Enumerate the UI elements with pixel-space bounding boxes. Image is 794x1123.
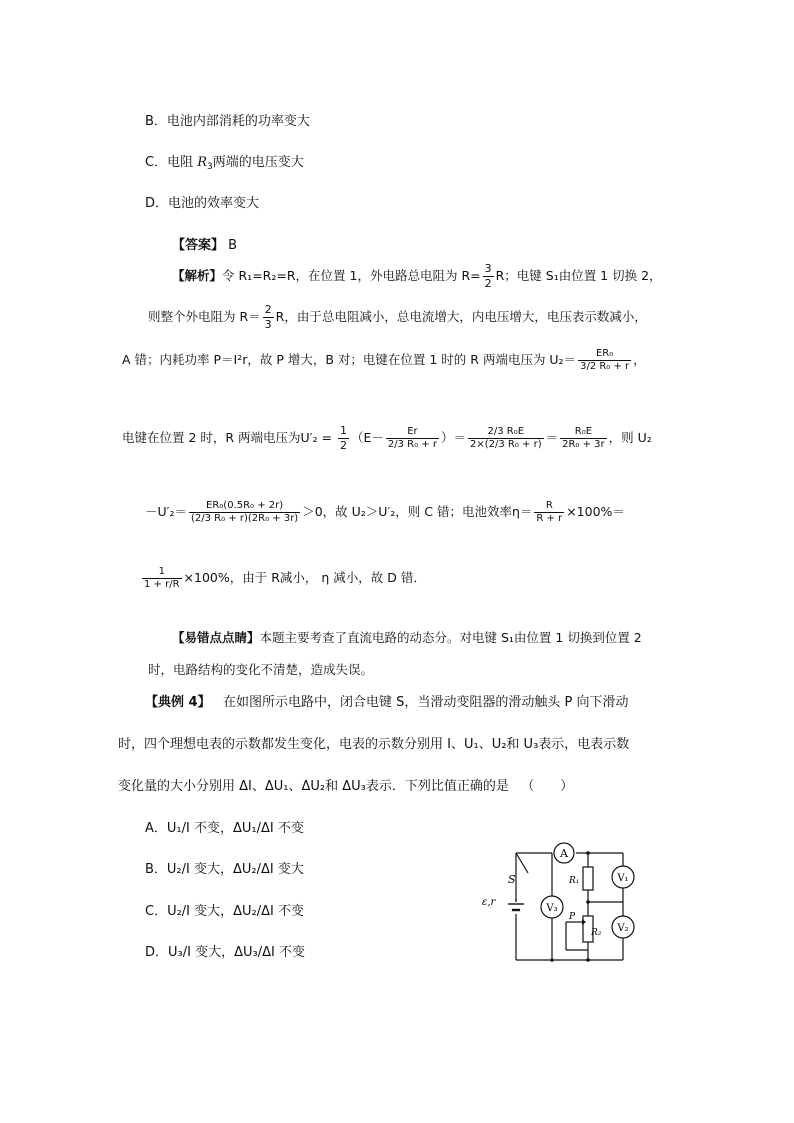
fraction-r0e [560, 426, 607, 451]
switch-blade [516, 853, 528, 873]
example-l1: 在如图所示电路中，闭合电键 S，当滑动变阻器的滑动触头 P 向下滑动 [222, 695, 629, 710]
frac-num: 1 [142, 566, 182, 579]
v3-label: V₃ [546, 903, 558, 914]
analysis-line-5 [145, 500, 625, 525]
analysis-l5-c: ×100%＝ [566, 504, 625, 519]
frac-den: 3/2 R₀ + r [580, 361, 630, 372]
frac-num: Er [386, 426, 439, 439]
fraction-half [338, 424, 349, 453]
option-c-var: R [197, 155, 208, 170]
r1-label: R₁ [569, 876, 580, 886]
option-c-post: 两端的电压变大 [212, 155, 304, 170]
frac-den: 2×(2/3 R₀ + r) [469, 439, 542, 450]
option-c-pre: C．电阻 [145, 155, 198, 170]
frac-num: 2 [264, 303, 272, 316]
answer-value: B [228, 238, 238, 253]
option-c-sub: 3 [207, 162, 213, 172]
answer-blank: （ ） [521, 779, 574, 794]
frac-num: ER₀(0.5R₀ + 2r) [189, 500, 300, 513]
option-b: B．电池内部消耗的功率变大 [145, 114, 310, 129]
analysis-l3-b: ， [633, 352, 646, 367]
fraction-eff2 [142, 566, 182, 591]
frac-num: 2/3 R₀E [468, 426, 544, 439]
fraction-3-2 [483, 262, 494, 291]
frac-den: 2 [484, 277, 492, 290]
example-option-b: B．U₂/I 变大，ΔU₂/ΔI 变大 [145, 862, 304, 877]
option-c [145, 151, 304, 172]
example-line-2: 时，四个理想电表的示数都发生变化，电表的示数分别用 I、U₁、U₂和 U₃表示，电表示数 [118, 737, 630, 752]
frac-num: 3 [484, 262, 492, 275]
answer [172, 234, 237, 253]
frac-num: ER₀ [578, 348, 631, 361]
frac-den: R + r [536, 513, 563, 524]
example-line-1 [145, 691, 628, 710]
fraction-u2 [578, 348, 631, 373]
example-option-d: D．U₃/I 变大，ΔU₃/ΔI 不变 [145, 945, 305, 960]
fraction-eff [534, 500, 564, 525]
pitfall-line-1 [172, 628, 642, 646]
example-label: 【典例 4】 [145, 695, 211, 710]
answer-label: 【答案】 [172, 238, 225, 253]
frac-den: 2/3 R₀ + r [387, 439, 437, 450]
r2-label: R₂ [591, 928, 602, 938]
analysis-line-1 [172, 262, 662, 291]
circuit-diagram [478, 840, 648, 970]
example-option-a: A．U₁/I 不变，ΔU₁/ΔI 不变 [145, 821, 304, 836]
frac-den: 2R₀ + 3r [562, 439, 605, 450]
pitfall-l1: 本题主要考查了直流电路的动态分。对电键 S₁由位置 1 切换到位置 2 [259, 630, 642, 645]
analysis-l4-b: （E－ [350, 430, 384, 445]
frac-den: 1 + r/R [144, 579, 180, 590]
frac-num: 1 [339, 424, 347, 437]
analysis-l2-b: R，由于总电阻减小，总电流增大，内电压增大，电压表示数减小， [275, 309, 647, 324]
frac-den: 2 [339, 439, 347, 452]
analysis-line-2 [148, 303, 647, 332]
analysis-l1-d: R；电键 S₁由位置 1 切换 2， [495, 268, 662, 283]
fraction-2-3 [263, 303, 274, 332]
analysis-line-6 [140, 566, 426, 591]
frac-den: (2/3 R₀ + r)(2R₀ + 3r) [191, 513, 299, 524]
analysis-l1-a: 令 [222, 268, 239, 283]
analysis-l4-e: ，则 U₂ [608, 430, 652, 445]
analysis-label: 【解析】 [172, 268, 223, 283]
analysis-l3-a: A 错；内耗功率 P＝I²r，故 P 增大，B 对；电键在位置 1 时的 R 两端电压为 U₂＝ [122, 352, 577, 367]
v2-label: V₂ [617, 923, 629, 934]
analysis-l6-a: ×100%，由于 R减小， η 减小，故 D 错． [183, 570, 426, 585]
analysis-l2-a: 则整个外电阻为 R＝ [148, 309, 261, 324]
resistor-r1 [583, 867, 593, 890]
analysis-line-3 [122, 348, 646, 373]
analysis-l4-d: ＝ [545, 430, 559, 445]
analysis-l5-a: －U′₂＝ [145, 504, 187, 519]
fraction-diff [189, 500, 300, 525]
analysis-l1-c: R= [461, 268, 481, 283]
pitfall-line-2: 时，电路结构的变化不清楚，造成失误。 [148, 662, 374, 677]
ammeter-label: A [560, 847, 568, 860]
example-l3: 变化量的大小分别用 ΔI、ΔU₁、ΔU₂和 ΔU₃表示．下列比值正确的是 [118, 779, 509, 794]
source-label: ε,r [482, 897, 496, 908]
analysis-l4-a: 电键在位置 2 时，R 两端电压为U′₂ = [122, 430, 336, 445]
analysis-l4-c: ）＝ [440, 430, 466, 445]
v1-label: V₁ [617, 873, 629, 884]
analysis-l1-b: R₁=R₂=R，在位置 1，外电路总电阻为 [238, 268, 462, 283]
fraction-er [386, 426, 439, 451]
frac-num: R₀E [560, 426, 607, 439]
switch-label: S [508, 873, 516, 886]
option-d: D．电池的效率变大 [145, 196, 260, 211]
analysis-line-4 [122, 424, 652, 453]
frac-num: R [534, 500, 564, 513]
example-option-c: C．U₂/I 变大，ΔU₂/ΔI 不变 [145, 904, 305, 919]
slider-label: P [569, 912, 576, 922]
example-line-3 [118, 775, 573, 794]
pitfall-label: 【易错点点睛】 [172, 630, 260, 645]
analysis-l5-b: ＞0，故 U₂＞U′₂，则 C 错；电池效率η＝ [302, 504, 533, 519]
fraction-big [468, 426, 544, 451]
frac-den: 3 [264, 318, 272, 331]
